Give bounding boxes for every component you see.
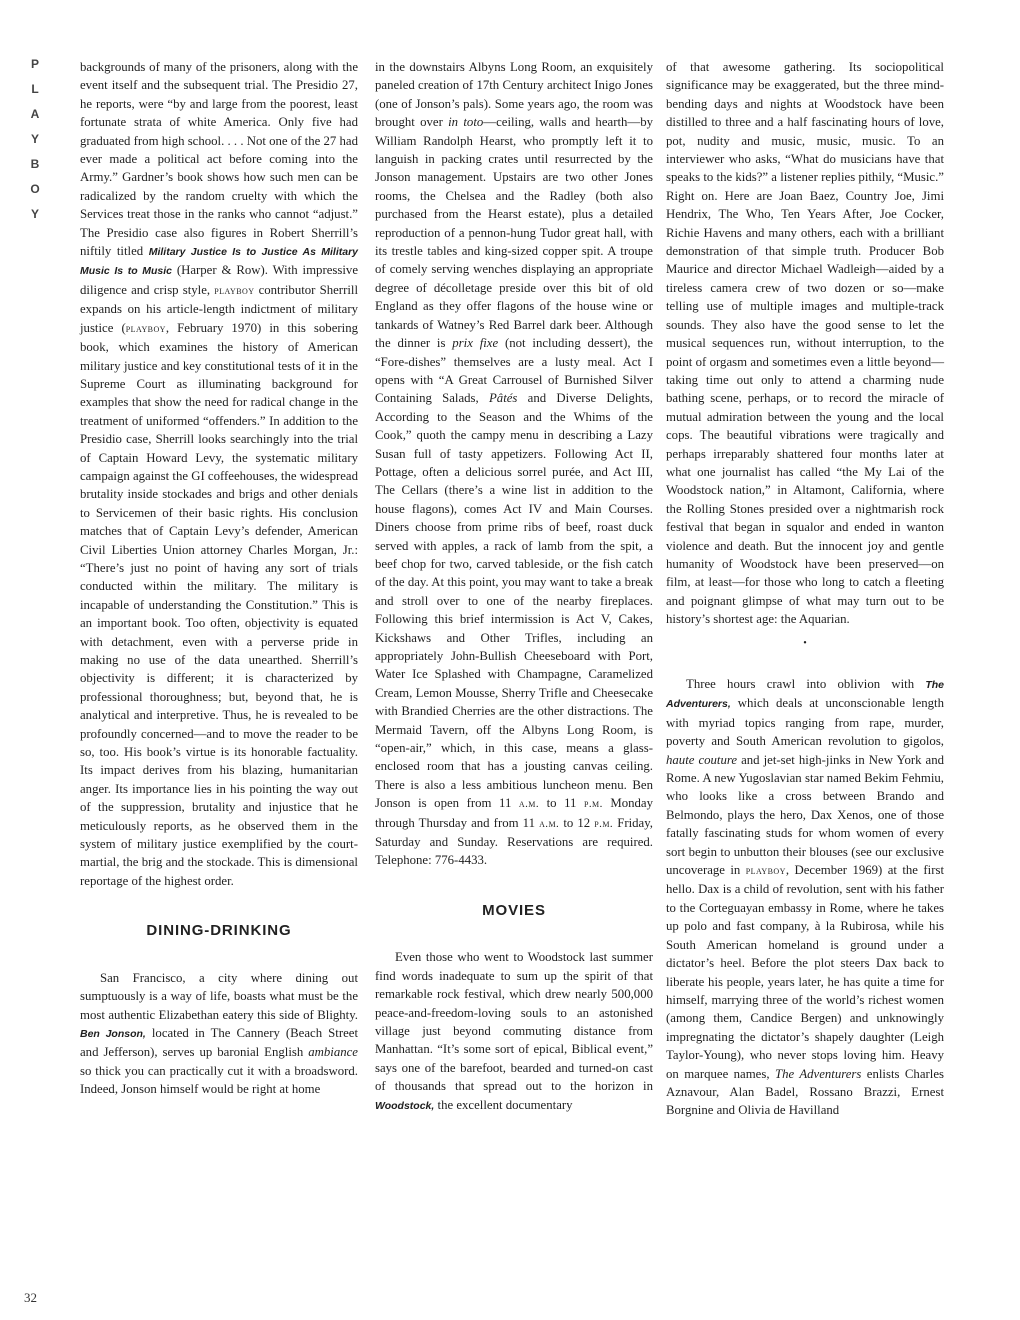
masthead-letter: P	[30, 57, 39, 71]
movies-paragraph-continued: of that awesome gathering. Its sociopolitical significance may be exaggerated, but the three mind-bending days and nights at Woodstock have been distilled to three and a half fascinating hours of love, pot, nudity and music, music, music. To an interviewer who asks, “What do musicians have that speaks to the kids?” a listener replies pithily, “Music.” Right on. Here are Joan Baez, Country Joe, Jimi Hendrix, The Who, Ten Years After, Joe Cocker, Richie Havens and many others, each with a brilliant demonstration of that simple truth. Producer Bob Maurice and director Michael Wadleigh—aided by a tireless camera crew of two dozen or so—make telling use of multiple images and multiple-track sounds. They also have the good sense to let the musical sequences run, without interruption, to the point of orgasm and sometimes even a little beyond—taking time out only to attend a charming nude bathing scene, perhaps, or to record the miracle of mutual admiration between the young and the local cops. The beautiful vibrations were tragically and perhaps irreparably shattered four months later at what one journalist has called “the My Lai of the Woodstock nation,” in Altamont, California, where the Rolling Stones presided over a nightmarish rock festival that began in squalor and ended in wanton violence and death. But the innocent joy and gentle humanity of Woodstock have been preserved—on film, at least—for those who long to catch a fleeting and poignant glimpse of what may turn out to be history’s shortest age: the Aquarian.	[666, 60, 944, 627]
book-review-paragraph: backgrounds of many of the prisoners, along with the event itself and the subsequent trial. The Presidio 27, he reports, were “by and large from the poorest, least fortunate strata of white America. Only five had graduated from high school. . . . Not one of the 27 had ever made a political act before coming into the Army.” Gardner’s book shows how such men can be radicalized by the random cruelty with which the Services treat those in the ranks who cannot “adjust.” The Presidio case also figures in Robert Sherrill’s niftily titled Military Justice Is to Justice As Military Music Is to Music (Harper & Row). With impressive diligence and crisp style, playboy contributor Sherrill expands on his article-length indictment of military justice (playboy, February 1970) in this sobering book, which examines the history of American military justice and key constitutional tests of it in the Supreme Court as illuminating background for examples that show the need for radical change in the treatment of uniformed “offenders.” In addition to the Presidio case, Sherrill looks searchingly into the trial of Captain Howard Levy, the systematic military campaign against the GI coffeehouses, the widespread brutality inside stockades and brigs and other denials to Servicemen of their basic rights. His conclusion matches that of Captain Levy’s defender, American Civil Liberties Union attorney Charles Morgan, Jr.: “There’s just no point of having any sort of trials conducted within the military. The military is incapable of understanding the Constitution.” This is an important book. Too often, objectivity is equated with detachment, even with a perverse pride in making no use of the data unearthed. Sherrill’s objectivity is different; it is characterized by professional thoroughness; but, beyond that, he is analytical and interpretive. Thus, he is revealed to be profoundly concerned—and to move the reader to be so, too. His book’s virtue is its honorable factuality. Its impact derives from his blazing, humanitarian anger. Its importance lies in his pointing the way out of the suppression, brutality and injustice that he meticulously reports, as he observed them in the system of military justice exemplified by the court-martial, the brig and the stockade. This is dimensional reportage of the highest order.	[80, 60, 358, 888]
magazine-name: playboy	[214, 284, 255, 297]
masthead-letter: L	[31, 82, 39, 96]
masthead-letter: B	[30, 157, 40, 171]
magazine-name: playboy	[745, 865, 786, 878]
page-number: 32	[24, 1290, 37, 1305]
section-separator: •	[803, 637, 807, 649]
film-title: Woodstock,	[375, 1099, 435, 1112]
film-title: The Adventurers	[774, 1066, 862, 1081]
masthead-letter: Y	[30, 132, 39, 146]
masthead-letter: O	[30, 182, 40, 196]
vertical-masthead	[28, 52, 42, 227]
masthead-letter: Y	[30, 207, 39, 221]
movies-paragraph: Even those who went to Woodstock last summer find words inadequate to sum up the spirit of that remarkable rock festival, which drew nearly 500,000 peace-and-freedom-loving souls to an astonished village just beyond commuting distance from Manhattan. “It’s some sort of epical, Biblical event,” says one of the barefoot, bearded and turned-on cast of thousands that spread out to the horizon in Woodstock, the excellent documentary	[375, 950, 653, 1112]
book-title: Military Justice Is to Justice As Military Music Is to Music	[80, 246, 358, 278]
column-3	[666, 58, 944, 1120]
column-1	[80, 58, 358, 1099]
section-heading-movies: MOVIES	[482, 901, 546, 919]
restaurant-name: Ben Jonson,	[80, 1027, 146, 1040]
magazine-name: playboy	[125, 322, 166, 335]
film-title: The Adventurers,	[666, 679, 944, 711]
masthead-letter: A	[30, 107, 40, 121]
dining-paragraph: San Francisco, a city where dining out sumptuously is a way of life, boasts what must be the most authentic Elizabethan eatery this side of Blighty. Ben Jonson, located in The Cannery (Beach Street and Jefferson), serves up baronial English ambiance so thick you can practically cut it with a broadsword. Indeed, Jonson himself would be right at home	[80, 970, 358, 1097]
section-heading-dining: DINING-DRINKING	[146, 922, 292, 940]
column-2	[375, 58, 653, 1115]
dining-paragraph-continued: in the downstairs Albyns Long Room, an exquisitely paneled creation of 17th Century architect Inigo Jones (one of Jonson’s pals). Some years ago, the room was brought over in toto—ceiling, walls and hearth—by William Randolph Hearst, who promptly left it to languish in packing crates until resurrected by the Jonson management. Upstairs are two other Jones rooms, the Chelsea and the Radley (both also purchased from the Hearst estate), plus a detailed reproduction of a pennon-hung Tudor great hall, with its trestle tables and king-sized copper spit. A troupe of comely serving wenches displaying an appropriate degree of décolletage preside over this bit of old England as they offer flagons of the house wine or tankards of Watney’s Red Barrel dark beer. Although the dinner is prix fixe (not including dessert), the “Fore-dishes” themselves are a lusty meal. Act I opens with “A Great Carrousel of Burnished Silver Containing Salads, Pâtés and Diverse Delights, According to the Season and the Whims of the Cook,” quoth the campy menu in describing a Lazy Susan full of tasty appetizers. Following Act II, Pottage, often a delicious sorrel purée, and Act III, The Cellars (there’s a wine list in addition to the house flagons), comes Act IV and Main Courses. Diners choose from prime ribs of beef, roast duck served with apples, a rack of lamb from the spit, a beef chop for two, carved tableside, or the fish catch of the day. At this point, you may want to take a break and stroll over to one of the nearby fireplaces. Following this brief intermission is Act V, Cakes, Kickshaws and Other Trifles, including an appropriately John-Bullish Cheeseboard with Port, Water Ice Splashed with Champagne, Caramelized Cream, Lemon Mousse, Sherry Trifle and Cheesecake with Brandied Cherries are the other distractions. The Mermaid Tavern, off the Albyns Long Room, is “open-air,” which, in this case, means a glass-enclosed room that has a jousting canvas ceiling. There is also a less ambitious luncheon menu. Ben Jonson is open from 11 a.m. to 11 p.m. Monday through Thursday and from 11 a.m. to 12 p.m. Friday, Saturday and Sunday. Reservations are required. Telephone: 776-4433.	[375, 60, 654, 868]
adventurers-paragraph: Three hours crawl into oblivion with The Adventurers, which deals at unconscionable length with myriad topics ranging from rape, murder, poverty and South American revolution to gigolos, haute couture and jet-set high-jinks in New York and Rome. A new Yugoslavian star named Bekim Fehmiu, who looks like a cross between Brando and Belmondo, plays the hero, Dax Xenos, one of those fatally fascinating studs for whom women of every sort begin to unbutton their blouses (see our exclusive uncoverage in playboy, December 1969) at the first hello. Dax is a child of revolution, sent with his father to the Corteguayan embassy in Rome, where he takes up polo and fast company, à la Rubirosa, while his South American homeland is ground under a dictator’s heel. Before the plot steers Dax back to liberate his people, years later, he has quite a time for himself, marrying three of the world’s richest women (among them, Candice Bergen) and unknowingly impregnating the dictator’s shapely daughter (Leigh Taylor-Young), who never stops loving him. Heavy on marquee names, The Adventurers enlists Charles Aznavour, Alan Badel, Rossano Brazzi, Ernest Borgnine and Olivia de Havilland	[666, 677, 944, 1118]
